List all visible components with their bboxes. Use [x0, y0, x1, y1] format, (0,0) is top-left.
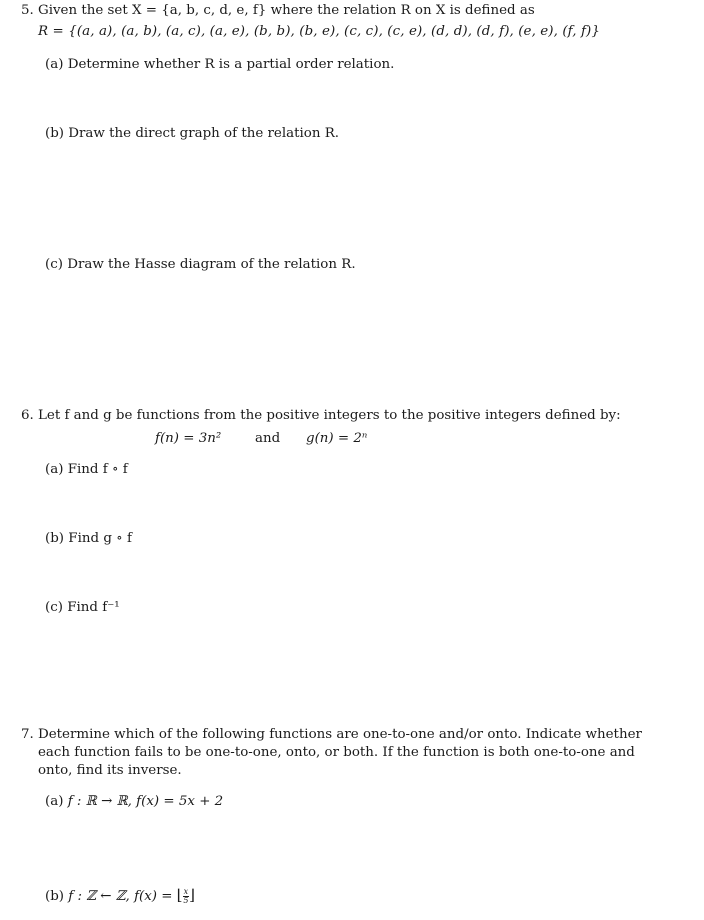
question-7-part-b [45, 886, 195, 906]
part-text: Find f ∘ f [67, 462, 128, 477]
question-7-part-a [45, 793, 223, 811]
floor-left-bracket: ⌊ [176, 886, 183, 904]
question-6-part-c [45, 599, 120, 617]
part-label: (b) [45, 531, 65, 546]
part-label: (b) [45, 126, 65, 141]
question-6-part-a [45, 461, 128, 479]
part-text: Find f⁻¹ [67, 600, 120, 615]
question-5-part-b [45, 125, 339, 143]
part-label: (c) [45, 600, 63, 615]
part-text: f : ℝ → ℝ, f(x) = 5x + 2 [67, 794, 224, 809]
part-label: (c) [45, 257, 63, 272]
fraction-numerator: x [183, 887, 189, 896]
question-6-number: 6. [21, 408, 34, 423]
part-label: (a) [45, 462, 64, 477]
question-5-intro: Given the set X = {a, b, c, d, e, f} where the relation R on X is defined as [38, 3, 535, 18]
part-text: f : ℤ ← ℤ, f(x) = [68, 889, 173, 904]
question-5-part-a [45, 56, 394, 74]
g-definition: g(n) = 2ⁿ [306, 431, 368, 446]
f-definition: f(n) = 3n² [155, 431, 222, 446]
part-label: (b) [45, 889, 65, 904]
fraction-denominator: 5 [183, 896, 189, 905]
and-connector: and [255, 431, 281, 446]
question-5-relation: R = {(a, a), (a, b), (a, c), (a, e), (b, b), (b, e), (c, c), (c, e), (d, d), (d, f), (e, e), (f, f)} [38, 24, 600, 39]
part-label: (a) [45, 57, 64, 72]
part-text: Determine whether R is a partial order relation. [67, 57, 395, 72]
question-7-number: 7. [21, 727, 34, 742]
question-7-intro: Determine which of the following functions are one-to-one and/or onto. Indicate whether each function fails to be one-to-one, onto, or both. If the function is both one-to-one and onto, find its inverse. [38, 727, 642, 778]
part-text: Draw the Hasse diagram of the relation R. [67, 257, 356, 272]
part-text: Draw the direct graph of the relation R. [68, 126, 340, 141]
question-5-part-c [45, 256, 356, 274]
part-text: Find g ∘ f [68, 531, 132, 546]
question-5-number: 5. [21, 3, 34, 18]
floor-right-bracket: ⌋ [189, 886, 196, 904]
question-6-part-b [45, 530, 132, 548]
question-6-intro: Let f and g be functions from the positive integers to the positive integers defined by: [38, 408, 621, 423]
part-label: (a) [45, 794, 64, 809]
